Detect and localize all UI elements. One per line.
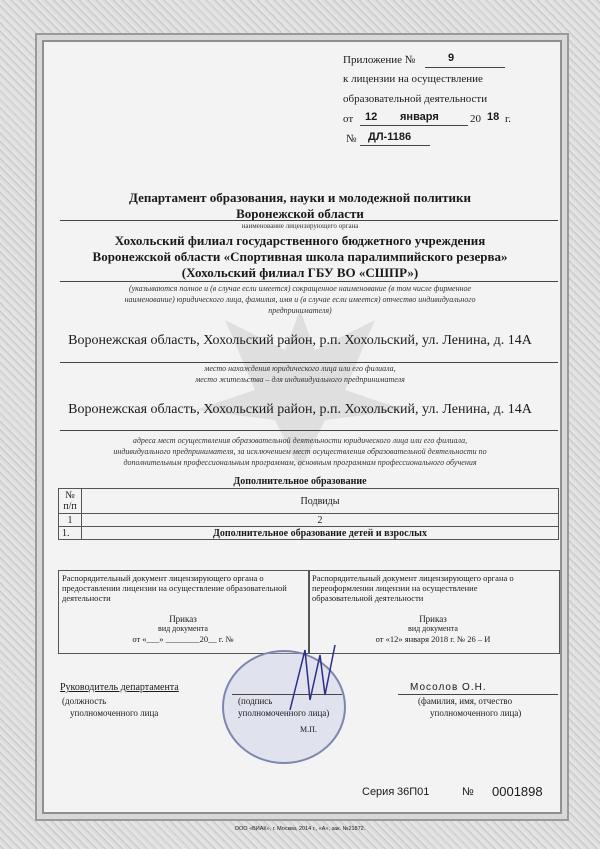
authority-underline [60,220,558,221]
appendix-number: 9 [448,52,455,64]
licensee-line1: Хохольский филиал государственного бюджетного учреждения [114,233,486,248]
right-box-line1: Распорядительный документ лицензирующего органа о [312,573,514,583]
appendix-number-line [425,67,505,68]
position-caption2: уполномоченного лица [70,708,159,718]
signature-caption2: уполномоченного лица) [238,708,330,718]
licensee-caption1: (указываются полное и (в случае если имеется) сокращенное наименование (в том числе фирменное [128,284,472,293]
left-box-line3: деятельности [62,593,111,603]
name-line [398,694,558,695]
licensee-line3: (Хохольский филиал ГБУ ВО «СШПР») [181,265,419,280]
series-label: Серия [362,786,395,798]
licensee-caption3: предпринимателя) [268,306,332,315]
table-index-row [59,514,559,527]
name-caption1: (фамилия, имя, отчество [418,696,513,706]
table-col-subtype: Подвиды [82,489,559,514]
table-row [59,527,559,540]
authority-line1: Департамент образования, науки и молодежной политики [129,190,471,205]
signatory-position: Руководитель департамента [60,682,179,693]
appendix-date-from: от [343,113,354,125]
table-header-row [59,489,559,514]
activity-caption1: адреса мест осуществления образовательной деятельности юридического лица или его филиала, [132,436,468,445]
location-caption1: место нахождения юридического лица или его филиала, [204,364,396,373]
table-index-2: 2 [82,514,559,527]
appendix-line2: образовательной деятельности [343,93,488,105]
blank-number-label: № [462,786,474,798]
table-row-value: Дополнительное образование детей и взрослых [82,527,559,540]
signature-line [232,694,342,695]
signatory-name: Мосолов О.Н. [410,682,487,693]
appendix-year-suffix: 18 [487,111,500,123]
appendix-date-line [360,125,468,126]
authority-line2: Воронежской области [236,206,364,221]
right-box-doc-type: Приказ [419,614,447,624]
signature-caption1: (подпись [238,696,273,706]
appendix-line1: к лицензии на осуществление [343,73,483,85]
name-caption2: уполномоченного лица) [430,708,522,718]
left-box-date-line: от «___» ________20__ г. № [132,634,234,644]
licensee-line2: Воронежской области «Спортивная школа паралимпийского резерва» [92,249,508,264]
left-box-doc-caption: вид документа [158,624,208,633]
appendix-reg-no-label: № [346,133,357,145]
activity-caption3: дополнительным профессиональным программам, основным программам профессионального обучения [123,458,477,467]
activity-caption2: индивидуального предпринимателя, за исключением мест осуществления образовательной деятельности по [113,447,487,456]
blank-number: 0001898 [492,784,543,799]
location-underline [60,362,558,363]
right-box-doc-caption: вид документа [408,624,458,633]
activity-underline [60,430,558,431]
mp-stamp-place: М.П. [300,725,317,734]
licensee-underline [60,281,558,282]
position-caption1: (должность [62,696,107,706]
education-table [58,488,559,540]
authority-caption: наименование лицензирующего органа [241,222,359,230]
appendix-year-prefix: 20 [470,113,481,125]
activity-address: Воронежская область, Хохольский район, р.п. Хохольский, ул. Ленина, д. 14А [68,402,532,417]
appendix-reg-no: ДЛ-1186 [368,131,412,143]
licensee-caption2: наименование) юридического лица, фамилия, имя и (в случае если имеется) отчество индивидуального [124,295,476,304]
location-address: Воронежская область, Хохольский район, р.п. Хохольский, ул. Ленина, д. 14А [68,333,532,348]
location-caption2: место жительства – для индивидуального предпринимателя [195,375,405,384]
series-value: 36П01 [397,786,430,798]
left-box-doc-type: Приказ [169,614,197,624]
right-box-line2: переоформлении лицензии на осуществление [312,583,478,593]
appendix-reg-no-line [360,145,430,146]
printer-imprint: ООО «ВИАК», г. Москва, 2014 г., «А», зак. №21872. [234,826,366,832]
table-row-number: 1. [59,527,82,540]
appendix-day: 12 [365,111,378,123]
left-box-line2: предоставлении лицензии на осуществление образовательной [62,583,287,593]
section-title: Дополнительное образование [233,476,367,487]
appendix-label: Приложение № [343,54,416,66]
table-index-1: 1 [59,514,82,527]
right-box-date-line: от «12» января 2018 г. № 26 – И [375,634,491,644]
right-box-line3: образовательной деятельности [312,593,424,603]
appendix-year-g: г. [505,113,512,125]
appendix-month: января [400,111,439,123]
left-box-line1: Распорядительный документ лицензирующего органа о [62,573,264,583]
table-col-number: № п/п [59,489,82,514]
